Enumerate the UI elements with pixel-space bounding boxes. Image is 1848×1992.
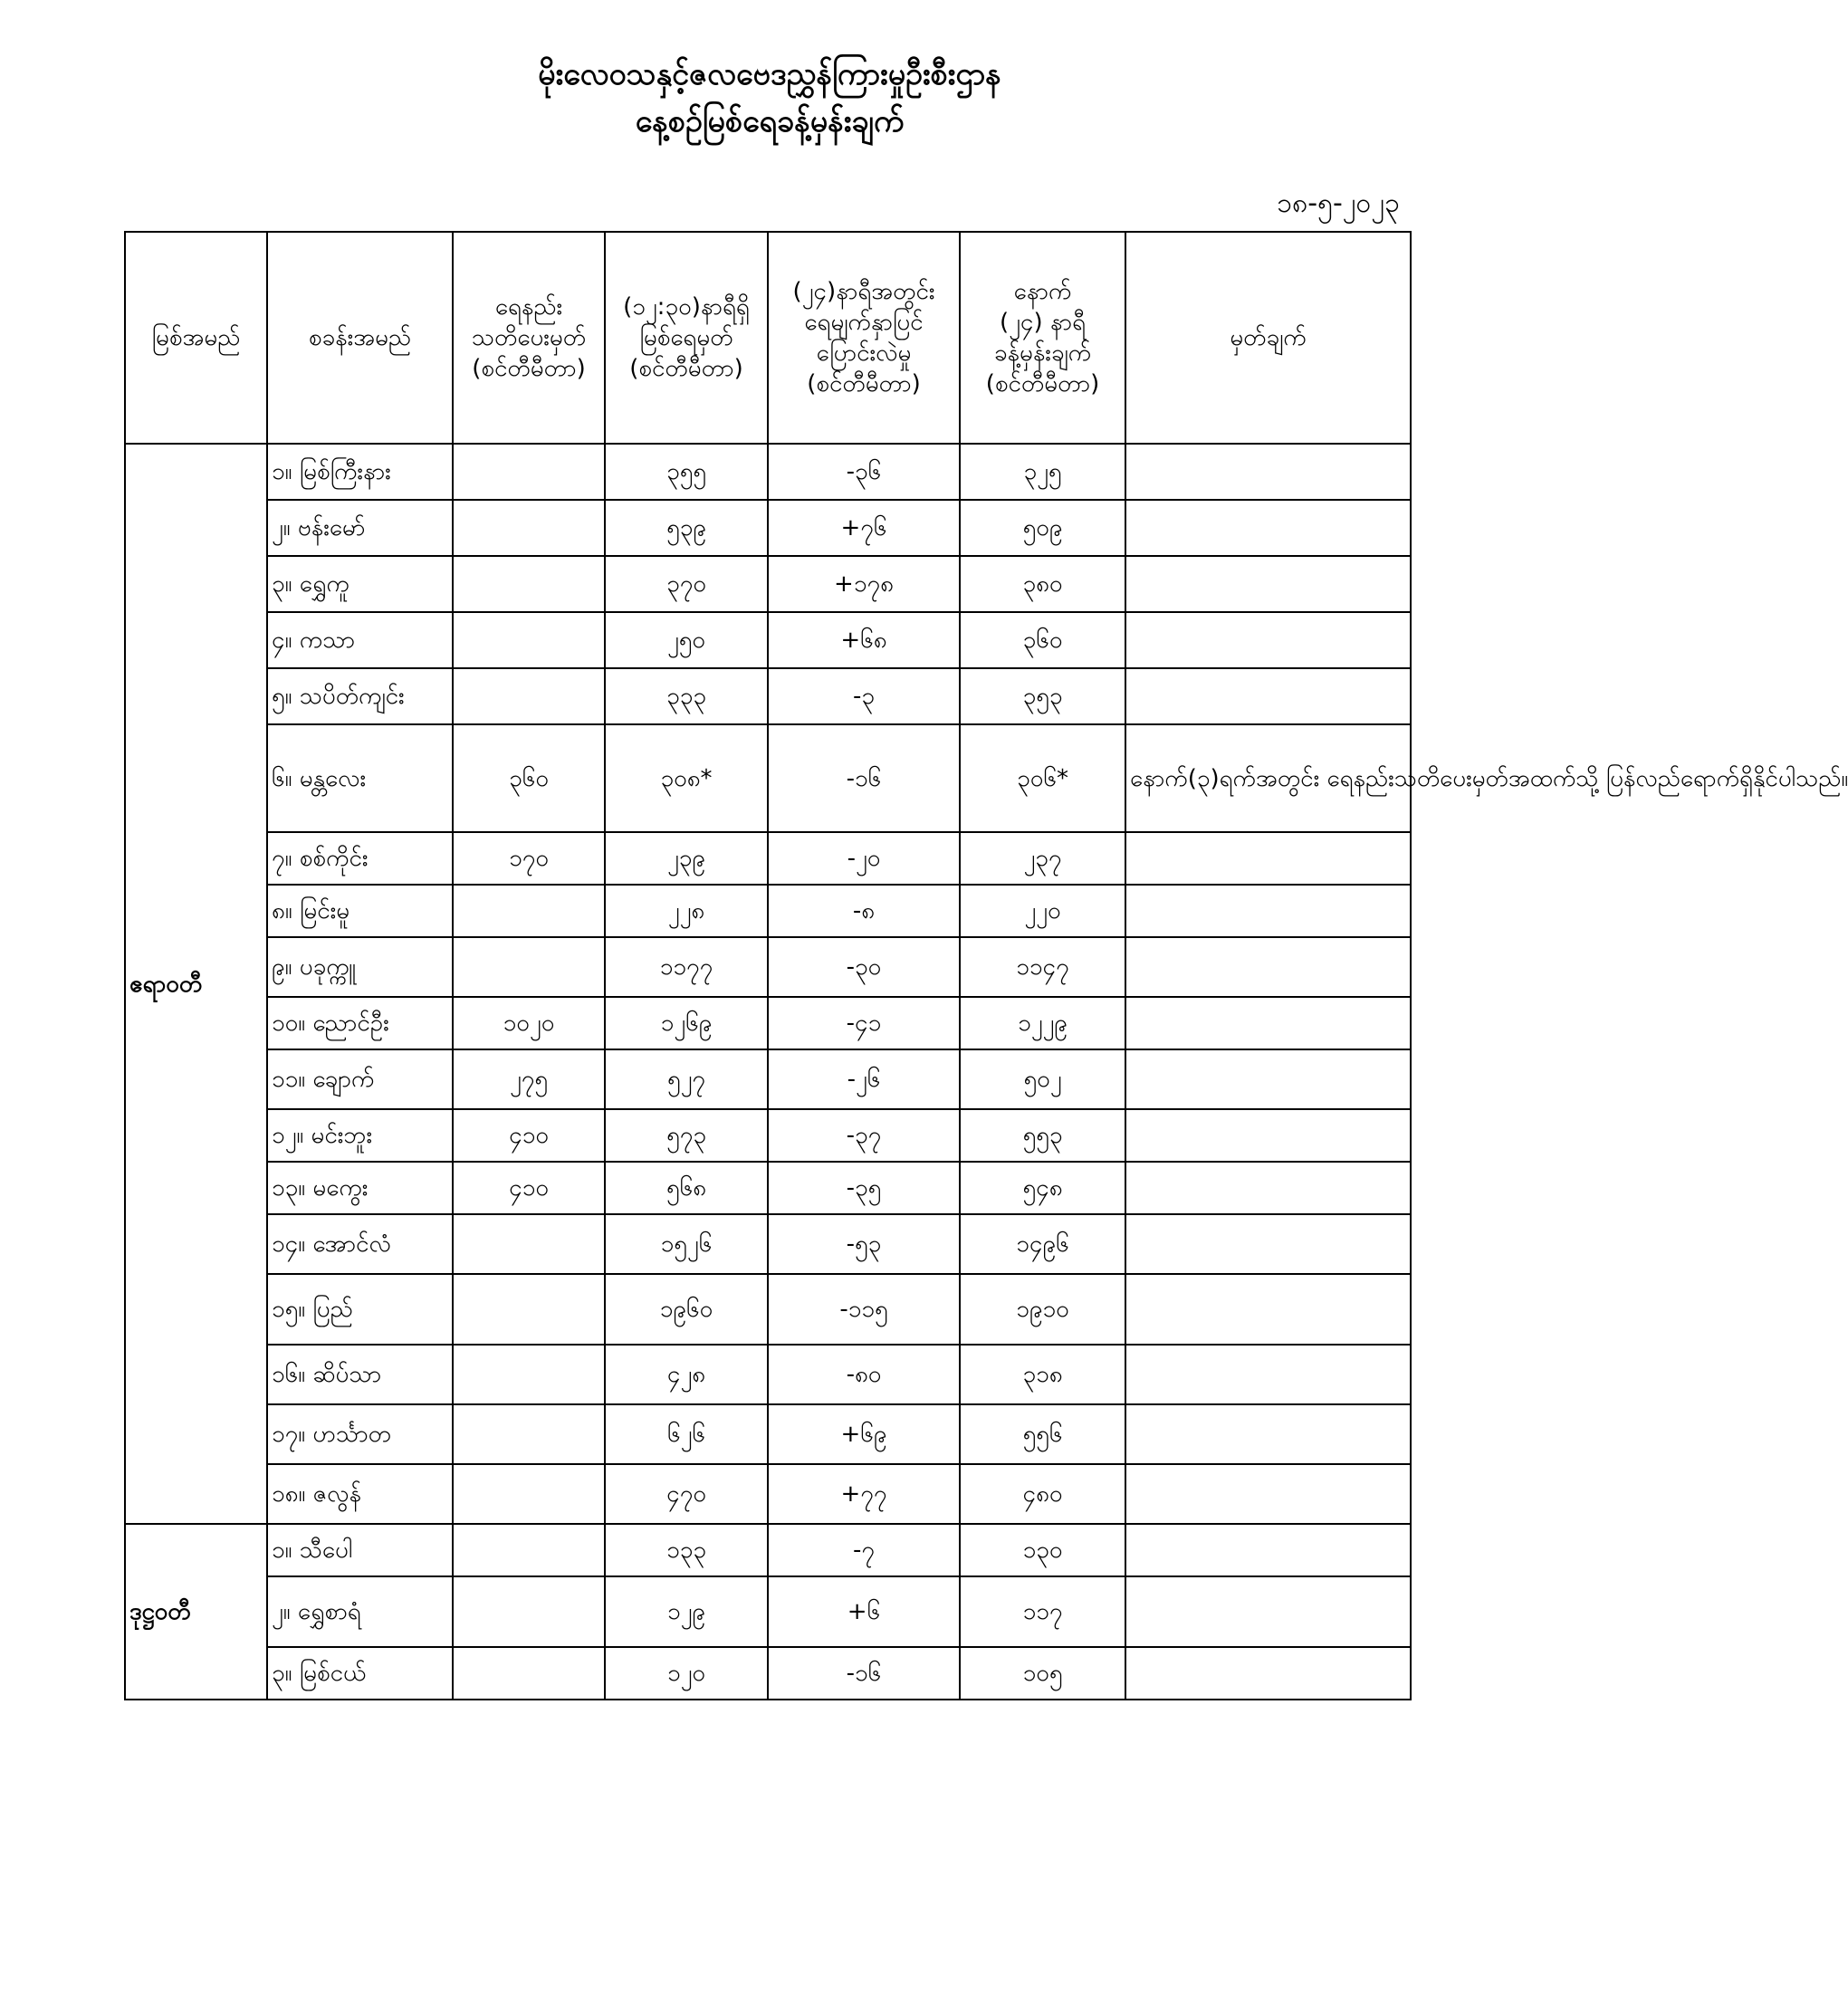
- header-text-line: မြစ်ရေမှတ်: [639, 324, 733, 351]
- danger-level: ၂၇၅: [453, 1049, 605, 1109]
- table-row: [125, 556, 1411, 612]
- current-level: ၃၇၀: [605, 556, 768, 612]
- header-row: [125, 232, 1411, 444]
- level-change: -၄၁: [768, 997, 960, 1049]
- current-level: ၆၂၆: [605, 1404, 768, 1464]
- forecast-level: ၁၂၂၉: [960, 997, 1125, 1049]
- forecast-level: ၁၃၀: [960, 1524, 1125, 1576]
- danger-level: ၃၆၀: [453, 724, 605, 832]
- danger-level: [453, 668, 605, 724]
- danger-level: ၄၁၀: [453, 1109, 605, 1162]
- station-name: ၅။ သပိတ်ကျင်း: [267, 668, 453, 724]
- table-row: [125, 1464, 1411, 1524]
- level-change: -၂၆: [768, 1049, 960, 1109]
- level-change: -၃၅: [768, 1162, 960, 1214]
- danger-level: [453, 556, 605, 612]
- forecast-level: ၁၉၁၀: [960, 1274, 1125, 1345]
- forecast-level: ၅၀၂: [960, 1049, 1125, 1109]
- table-row: [125, 1214, 1411, 1274]
- danger-level: ၁၀၂၀: [453, 997, 605, 1049]
- forecast-level: ၃၆၀: [960, 612, 1125, 668]
- current-level: ၁၉၆၀: [605, 1274, 768, 1345]
- remarks: [1125, 1214, 1411, 1274]
- current-level: ၅၆၈: [605, 1162, 768, 1214]
- level-change: -၈: [768, 885, 960, 937]
- remarks: [1125, 612, 1411, 668]
- header-text-line: စခန်းအမည်: [308, 324, 412, 351]
- table-row: [125, 612, 1411, 668]
- station-name: ၁၃။ မကွေး: [267, 1162, 453, 1214]
- danger-level: [453, 1274, 605, 1345]
- remarks: [1125, 1345, 1411, 1404]
- current-level: ၁၃၃: [605, 1524, 768, 1576]
- header-text-line: ရေမျက်နှာပြင်: [804, 309, 924, 336]
- forecast-level: ၂၂၀: [960, 885, 1125, 937]
- danger-level: [453, 1576, 605, 1647]
- header-remarks: [1125, 232, 1411, 444]
- header-text-line: (၂၄) နာရီ: [999, 309, 1087, 336]
- header-text-line: (စင်တီမီတာ): [629, 355, 743, 382]
- current-level: ၂၂၈: [605, 885, 768, 937]
- remarks: နောက်(၃)ရက်အတွင်း ရေနည်းသတိပေးမှတ်အထက်သို့ ပြန်လည်ရောက်ရှိနိုင်ပါသည်။: [1125, 724, 1411, 832]
- remarks: [1125, 1647, 1411, 1700]
- station-name: ၃။ မြစ်ငယ်: [267, 1647, 453, 1700]
- table-row: [125, 937, 1411, 997]
- current-level: ၃၃၃: [605, 668, 768, 724]
- current-level: ၁၁၇၇: [605, 937, 768, 997]
- danger-level: [453, 1345, 605, 1404]
- table-row: [125, 500, 1411, 556]
- table-row: [125, 1647, 1411, 1700]
- table-row: [125, 885, 1411, 937]
- forecast-level: ၁၁၄၇: [960, 937, 1125, 997]
- river-name: ဒုဋ္ဌဝတီ: [125, 1524, 267, 1700]
- station-name: ၁၈။ ဇလွန်: [267, 1464, 453, 1524]
- remarks: [1125, 1162, 1411, 1214]
- station-name: ၉။ ပခုက္ကူ: [267, 937, 453, 997]
- current-level: ၁၂၉: [605, 1576, 768, 1647]
- remarks: [1125, 885, 1411, 937]
- level-change: -၅၃: [768, 1214, 960, 1274]
- station-name: ၆။ မန္တလေး: [267, 724, 453, 832]
- station-name: ၁၇။ ဟင်္သာတ: [267, 1404, 453, 1464]
- current-level: ၂၃၉: [605, 832, 768, 885]
- forecast-level: ၅၅၃: [960, 1109, 1125, 1162]
- danger-level: [453, 500, 605, 556]
- station-name: ၄။ ကသာ: [267, 612, 453, 668]
- remarks: [1125, 668, 1411, 724]
- current-level: ၁၅၂၆: [605, 1214, 768, 1274]
- current-level: ၃၅၅: [605, 444, 768, 500]
- station-name: ၂။ ရွှေစာရံ: [267, 1576, 453, 1647]
- remarks: [1125, 500, 1411, 556]
- report-date: ၁၈-၅-၂၀၂၃: [1277, 187, 1400, 219]
- forecast-level: ၃၂၅: [960, 444, 1125, 500]
- current-level: ၄၇၀: [605, 1464, 768, 1524]
- title-line-2: နေ့စဉ်မြစ်ရေခန့်မှန်းချက်: [635, 103, 905, 139]
- forecast-level: ၅၀၉: [960, 500, 1125, 556]
- forecast-level: ၁၀၅: [960, 1647, 1125, 1700]
- remarks: [1125, 1464, 1411, 1524]
- remarks: [1125, 997, 1411, 1049]
- level-change: +၁၇၈: [768, 556, 960, 612]
- station-name: ၁၁။ ချောက်: [267, 1049, 453, 1109]
- level-change: -၂၀: [768, 832, 960, 885]
- current-level: ၃၀၈*: [605, 724, 768, 832]
- river-forecast-table: [124, 231, 1848, 1700]
- forecast-level: ၃၅၃: [960, 668, 1125, 724]
- level-change: +၇၇: [768, 1464, 960, 1524]
- station-name: ၁၀။ ညောင်ဦး: [267, 997, 453, 1049]
- level-change: -၃၇: [768, 1109, 960, 1162]
- forecast-level: ၃၁၈: [960, 1345, 1125, 1404]
- level-change: +၇၆: [768, 500, 960, 556]
- remarks: [1125, 1404, 1411, 1464]
- level-change: -၁၆: [768, 724, 960, 832]
- current-level: ၅၇၃: [605, 1109, 768, 1162]
- remarks: [1125, 1049, 1411, 1109]
- danger-level: [453, 1464, 605, 1524]
- remarks: [1125, 556, 1411, 612]
- header-text-line: မှတ်ချက်: [1230, 324, 1307, 351]
- remarks: [1125, 1576, 1411, 1647]
- table-row: [125, 1049, 1411, 1109]
- current-level: ၅၂၇: [605, 1049, 768, 1109]
- header-24h-change: [768, 232, 960, 444]
- danger-level: [453, 885, 605, 937]
- remarks: [1125, 1109, 1411, 1162]
- header-text-line: (စင်တီမီတာ): [985, 370, 1100, 397]
- level-change: +၆၈: [768, 612, 960, 668]
- table-row: [125, 1404, 1411, 1464]
- danger-level: [453, 612, 605, 668]
- remarks: [1125, 1524, 1411, 1576]
- danger-level: [453, 1214, 605, 1274]
- header-forecast: [960, 232, 1125, 444]
- current-level: ၄၂၈: [605, 1345, 768, 1404]
- header-text-line: မြစ်အမည်: [151, 324, 241, 351]
- level-change: +၆၉: [768, 1404, 960, 1464]
- header-station: [267, 232, 453, 444]
- current-level: ၁၂၀: [605, 1647, 768, 1700]
- remarks: [1125, 937, 1411, 997]
- header-text-line: ရေနည်း: [494, 293, 563, 321]
- current-level: ၅၃၉: [605, 500, 768, 556]
- table-row: [125, 832, 1411, 885]
- level-change: -၃၀: [768, 937, 960, 997]
- remarks: [1125, 1274, 1411, 1345]
- station-name: ၇။ စစ်ကိုင်း: [267, 832, 453, 885]
- station-name: ၁၅။ ပြည်: [267, 1274, 453, 1345]
- forecast-level: ၅၅၆: [960, 1404, 1125, 1464]
- header-danger-level: [453, 232, 605, 444]
- header-text-line: (၂၄)နာရီအတွင်း: [792, 278, 935, 305]
- title-line-1: မိုးလေဝသနှင့်ဇလဗေဒညွှန်ကြားမှုဦးစီးဌာန: [538, 56, 1001, 92]
- danger-level: [453, 937, 605, 997]
- table-row: [125, 668, 1411, 724]
- table-body: [125, 444, 1848, 1700]
- danger-level: [453, 1524, 605, 1576]
- table-row: [125, 724, 1411, 832]
- header-text-line: (စင်တီမီတာ): [807, 370, 921, 397]
- table-row: [125, 1345, 1411, 1404]
- header-text-line: ပြောင်းလဲမှု: [816, 340, 912, 367]
- header-text-line: ခန့်မှန်းချက်: [993, 340, 1092, 367]
- station-name: ၁။ သီပေါ: [267, 1524, 453, 1576]
- forecast-level: ၃၀၆*: [960, 724, 1125, 832]
- forecast-level: ၄၈၀: [960, 1464, 1125, 1524]
- danger-level: [453, 1404, 605, 1464]
- forecast-level: ၁၁၇: [960, 1576, 1125, 1647]
- level-change: -၃: [768, 668, 960, 724]
- forecast-level: ၁၄၉၆: [960, 1214, 1125, 1274]
- header-text-line: (စင်တီမီတာ): [472, 355, 586, 382]
- station-name: ၂။ ဗန်းမော်: [267, 500, 453, 556]
- header-text-line: (၁၂:၃၀)နာရီရှိ: [623, 293, 750, 321]
- level-change: -၃၆: [768, 444, 960, 500]
- level-change: +၆: [768, 1576, 960, 1647]
- danger-level: [453, 444, 605, 500]
- remarks: [1125, 832, 1411, 885]
- level-change: -၁၆: [768, 1647, 960, 1700]
- header-text-line: သတိပေးမှတ်: [471, 324, 587, 351]
- forecast-level: ၃၈၀: [960, 556, 1125, 612]
- forecast-level: ၂၃၇: [960, 832, 1125, 885]
- danger-level: ၁၇၀: [453, 832, 605, 885]
- header-current-level: [605, 232, 768, 444]
- station-name: ၁၆။ ဆိပ်သာ: [267, 1345, 453, 1404]
- current-level: ၁၂၆၉: [605, 997, 768, 1049]
- station-name: ၁၂။ မင်းဘူး: [267, 1109, 453, 1162]
- table-row: [125, 997, 1411, 1049]
- remarks: [1125, 444, 1411, 500]
- table-row: [125, 1274, 1411, 1345]
- current-level: ၂၅၀: [605, 612, 768, 668]
- danger-level: ၄၁၀: [453, 1162, 605, 1214]
- table-row: [125, 1524, 1411, 1576]
- station-name: ၁၄။ အောင်လံ: [267, 1214, 453, 1274]
- header-river: [125, 232, 267, 444]
- table-row: [125, 1162, 1411, 1214]
- danger-level: [453, 1647, 605, 1700]
- level-change: -၇: [768, 1524, 960, 1576]
- table-row: [125, 1576, 1411, 1647]
- station-name: ၃။ ရွှေကူ: [267, 556, 453, 612]
- level-change: -၁၁၅: [768, 1274, 960, 1345]
- level-change: -၈၀: [768, 1345, 960, 1404]
- header-text-line: နောက်: [1013, 278, 1072, 305]
- table-row: [125, 444, 1411, 500]
- station-name: ၁။ မြစ်ကြီးနား: [267, 444, 453, 500]
- forecast-level: ၅၄၈: [960, 1162, 1125, 1214]
- station-name: ၈။ မြင်းမူ: [267, 885, 453, 937]
- table-row: [125, 1109, 1411, 1162]
- river-name: ဧရာဝတီ: [125, 444, 267, 1524]
